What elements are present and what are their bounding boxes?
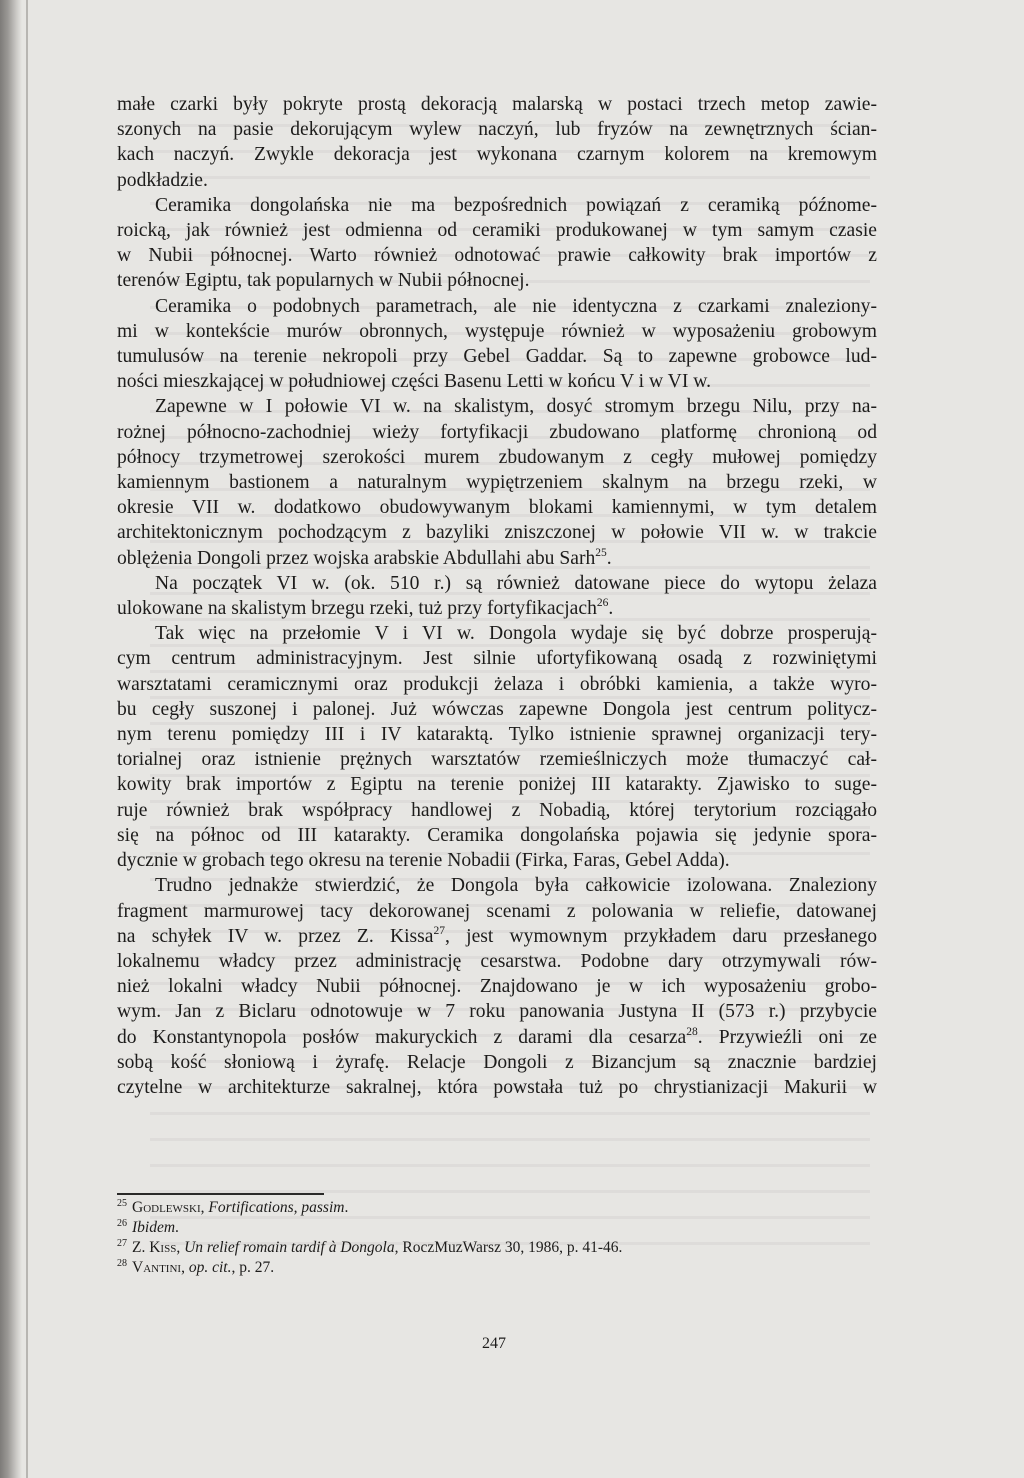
text-run: do Konstantynopola posłów makuryckich z darami dla cesarza: [117, 1026, 687, 1048]
footnote-separator: [117, 1193, 324, 1195]
footnote-number: 27: [117, 1238, 127, 1249]
text-line: kowity brak importów z Egiptu na terenie poniżej III katarakty. Zjawisko to suge-: [117, 774, 877, 796]
text-line: tumulusów na terenie nekropoli przy Gebel Gaddar. Są to zapewne grobowce lud-: [117, 346, 877, 368]
text-line: małe czarki były pokryte prostą dekoracją malarską w postaci trzech metop zawie-: [117, 94, 877, 115]
footnote-25: $^{25}$ Godlewski, Fortifications, passim.: [117, 1198, 349, 1216]
footnote-author: Vantini: [132, 1259, 182, 1276]
text-run: . Przywieźli oni ze: [697, 1026, 877, 1048]
text-line: fragment marmurowej tacy dekorowanej scenami z polowania w reliefie, datowanej: [117, 900, 877, 922]
paragraph-5: [117, 571, 877, 621]
footnote-number: 26: [117, 1218, 127, 1229]
text-line: architektonicznym pochodzącym z bazyliki zniszczonej w połowie VII w. w trakcie: [117, 522, 877, 544]
footnote-rest: , p. 27.: [231, 1259, 275, 1276]
paragraph-6: [117, 621, 877, 873]
text-line: Trudno jednakże stwierdzić, że Dongola była całkowicie izolowana. Znaleziony: [155, 875, 877, 897]
text-line: kamiennym bastionem a naturalnym wypiętrzeniem skalnym na brzegu rzeki, w: [117, 472, 877, 494]
text-line: czytelne w architekturze sakralnej, która powstała tuż po chrystianizacji Makurii w: [117, 1076, 877, 1098]
footnote-ref-27[interactable]: 27: [433, 924, 446, 937]
text-line: cym centrum administracyjnym. Jest silnie ufortyfikowaną osadą z rozwiniętymi: [117, 648, 877, 670]
paragraph-3: [117, 294, 877, 395]
text-line: się na północ od III katarakty. Ceramika dongolańska pojawia się jedynie spora-: [117, 824, 877, 846]
footnote-rest: .: [175, 1219, 179, 1236]
text-line: Na początek VI w. (ok. 510 r.) są również datowane piece do wytopu żelaza: [155, 572, 877, 594]
paragraph-4: [117, 394, 877, 570]
text-line: torialnej oraz istnienie prężnych warsztatów rzemieślniczych może tłumaczyć cał-: [117, 749, 877, 771]
footnote-27: $^{27}$ Z. Kiss, Un relief romain tardif à Dongola, RoczMuzWarsz 30, 1986, p. 41-46.: [117, 1238, 623, 1256]
paragraph-1: [117, 92, 877, 193]
text-line: mi w kontekście murów obronnych, występuje również w wyposażeniu grobowym: [117, 320, 877, 342]
text-line: ności mieszkającej w południowej części Basenu Letti w końcu V i w VI w.: [117, 371, 712, 393]
text-line: [117, 1025, 877, 1050]
text-run: , jest wymownym przykładem daru przesłanego: [445, 925, 877, 947]
body-text: [117, 92, 877, 1100]
page-edge-line: [26, 0, 28, 1478]
text-line: sobą kość słoniową i żyrafę. Relacje Dongoli z Bizancjum są znacznie bardziej: [117, 1051, 877, 1073]
text-line: szonych na pasie dekorującym wylew naczyń, lub fryzów na zewnętrznych ścian-: [117, 119, 877, 141]
text-run: ulokowane na skalistym brzegu rzeki, tuż przy fortyfikacjach: [117, 598, 597, 620]
text-line: rożnej północno-zachodniej wieży fortyfikacji zbudowano platformę chronioną od: [117, 421, 877, 443]
text-line: okresie VII w. dodatkowo obudowywanym blokami kamiennymi, w tym detalem: [117, 497, 877, 519]
text-line: Zapewne w I połowie VI w. na skalistym, dosyć stromym brzegu Nilu, przy na-: [155, 396, 877, 418]
text-run: .: [608, 598, 614, 620]
text-line: północy trzymetrowej szerokości murem zbudowanym z cegły mułowej pomiędzy: [117, 446, 877, 468]
footnote-author: Godlewski: [132, 1199, 201, 1216]
footnote-rest: , RoczMuzWarsz 30, 1986, p. 41-46.: [394, 1239, 623, 1256]
text-line: podkładzie.: [117, 169, 208, 191]
text-line: Tak więc na przełomie V i VI w. Dongola wydaje się być dobrze prosperują-: [155, 623, 877, 645]
text-line: kach naczyń. Zwykle dekoracja jest wykonana czarnym kolorem na kremowym: [117, 144, 877, 166]
text-line: dycznie w grobach tego okresu na terenie Nobadii (Firka, Faras, Gebel Adda).: [117, 850, 730, 872]
footnote-title: Fortifications, passim: [208, 1199, 345, 1216]
footnote-title: op. cit.: [188, 1259, 232, 1276]
paragraph-7: [117, 873, 877, 1100]
footnote-title: Ibidem: [132, 1219, 176, 1236]
page-spine-shadow: [0, 0, 22, 1478]
footnote-26: [117, 1218, 877, 1238]
footnote-ref-28[interactable]: 28: [686, 1025, 698, 1038]
footnote-rest: .: [344, 1199, 349, 1216]
text-line: lokalnemu władcy przez administrację cesarstwa. Podobne dary otrzymywali rów-: [117, 950, 877, 972]
text-run: na schyłek IV w. przez Z. Kissa: [117, 925, 434, 947]
text-line: w Nubii północnej. Warto również odnotować prawie całkowity brak importów z: [117, 245, 877, 267]
footnote-number: 28: [117, 1258, 127, 1269]
footnotes: [117, 1198, 877, 1278]
footnote-number: 25: [117, 1198, 127, 1209]
text-run: .: [606, 547, 612, 569]
footnote-title: Un relief romain tardif à Dongola: [184, 1239, 395, 1256]
footnote-ref-25[interactable]: 25: [595, 546, 607, 559]
text-line: nież lokalni władcy Nubii północnej. Znajdowano je w ich wyposażeniu grobo-: [117, 976, 877, 998]
text-line: nym terenu pomiędzy III i IV kataraktą. Tylko istnienie sprawnej organizacji tery-: [117, 724, 877, 746]
text-line: terenów Egiptu, tak popularnych w Nubii północnej.: [117, 270, 530, 292]
text-line: warsztatami ceramicznymi oraz produkcji żelaza i obróbki kamienia, a także wyro-: [117, 673, 877, 695]
text-line: [117, 546, 877, 571]
page-number: 247: [482, 1335, 506, 1352]
text-line: Ceramika o podobnych parametrach, ale nie identyczna z czarkami znaleziony-: [155, 295, 877, 317]
text-run: oblężenia Dongoli przez wojska arabskie Abdullahi abu Sarh: [117, 547, 596, 569]
text-line: bu cegły suszonej i palonej. Już wówczas zapewne Dongola jest centrum politycz-: [117, 698, 877, 720]
text-line: roicką, jak również jest odmienna od ceramiki produkowanej w tym samym czasie: [117, 220, 877, 242]
text-line: Ceramika dongolańska nie ma bezpośrednich powiązań z ceramiką późnome-: [155, 194, 877, 216]
text-line: ruje również brak współpracy handlowej z Nobadią, której terytorium rozciągało: [117, 799, 877, 821]
text-line: [117, 596, 877, 621]
footnote-author: Z. Kiss: [132, 1239, 177, 1256]
text-line: [117, 924, 877, 949]
text-line: wym. Jan z Biclaru odnotowuje w 7 roku panowania Justyna II (573 r.) przybycie: [117, 1001, 877, 1023]
footnote-ref-26[interactable]: 26: [596, 597, 609, 610]
paragraph-2: [117, 193, 877, 294]
footnote-28: $^{28}$ Vantini, op. cit., p. 27.: [117, 1258, 275, 1276]
